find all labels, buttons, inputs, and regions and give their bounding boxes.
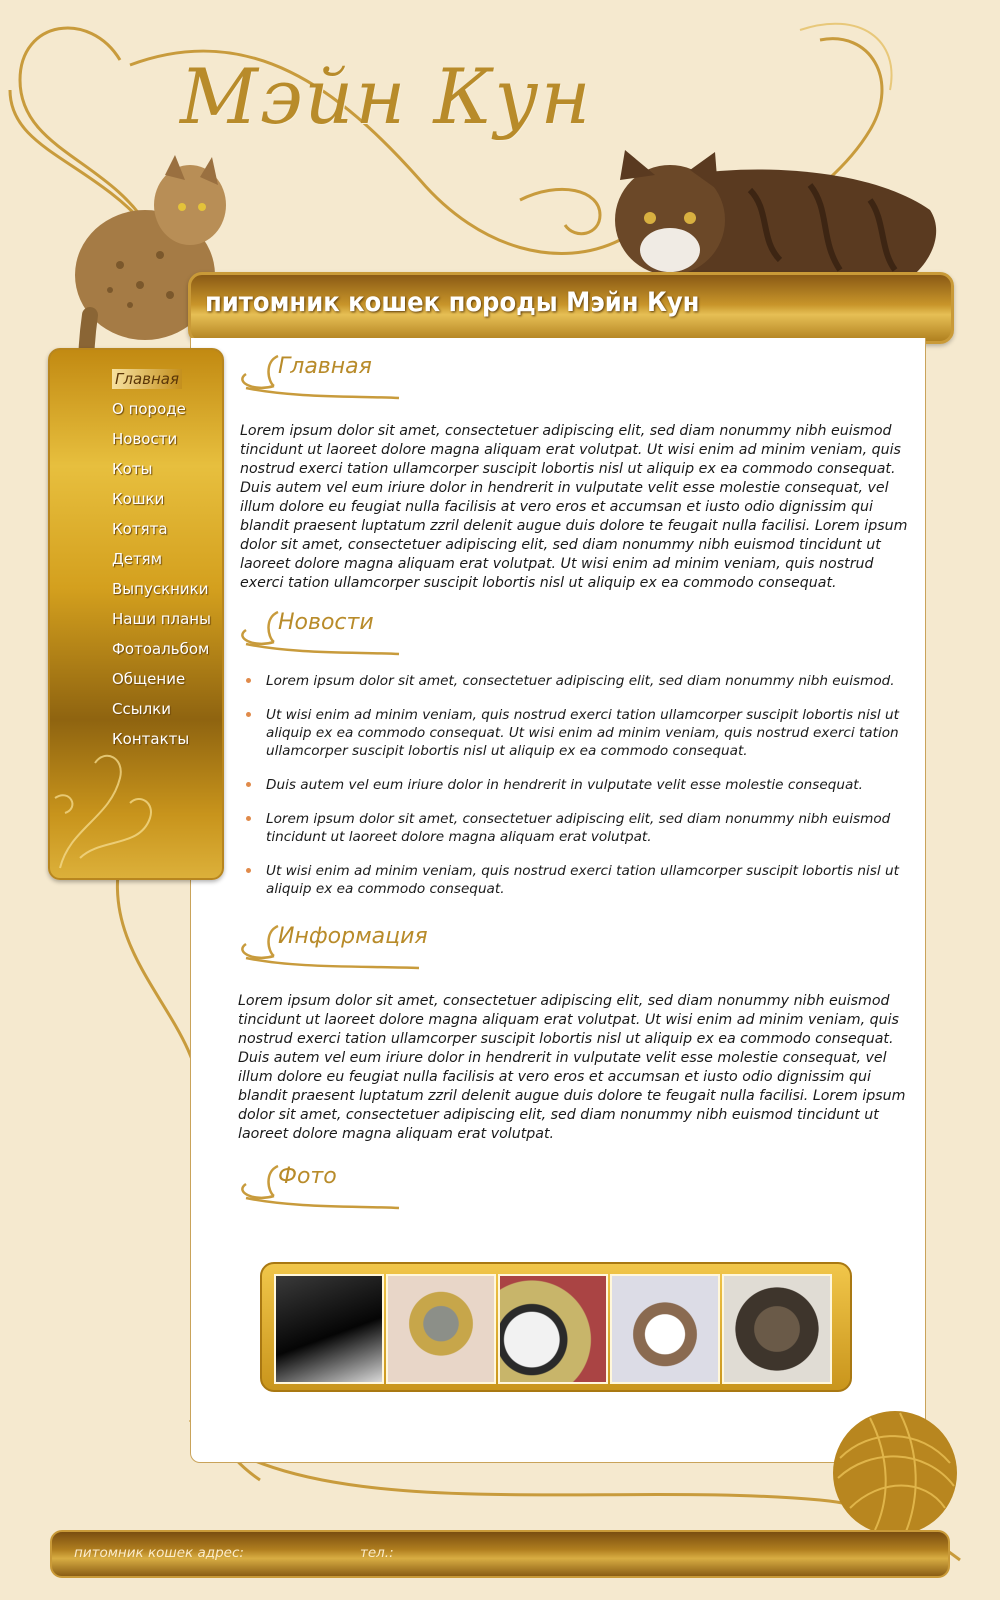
news-item: Lorem ipsum dolor sit amet, consectetuer adipiscing elit, sed diam nonummy nibh euismod. xyxy=(246,672,916,690)
news-item: Ut wisi enim ad minim veniam, quis nostrud exerci tation ullamcorper suscipit lobortis nisl ut aliquip ex ea commodo consequat. xyxy=(246,862,916,898)
news-item: Lorem ipsum dolor sit amet, consectetuer adipiscing elit, sed diam nonummy nibh euismod tincidunt ut laoreet dolore magna aliquam erat volutpat. xyxy=(246,810,916,846)
info-text: Lorem ipsum dolor sit amet, consectetuer adipiscing elit, sed diam nonummy nibh euismod tincidunt ut laoreet dolore magna aliquam erat volutpat. Ut wisi enim ad minim veniam, quis nostrud exerci tation ullamcorper suscipit lobortis nisl ut aliquip ex ea commodo consequat. Duis autem vel eum iriure dolor in hendrerit in vulputate velit esse molestie consequat, vel illum dolore eu feugiat nulla facilisis at vero eros et accumsan et iusto odio dignissim qui blandit praesent luptatum zzril delenit augue duis dolore te feugait nulla facilisi. Lorem ipsum dolor sit amet, consectetuer adipiscing elit, sed diam nonummy nibh euismod tincidunt ut laoreet dolore magna aliquam erat volutpat. xyxy=(238,993,906,1142)
site-footer xyxy=(50,1530,950,1578)
photo-thumbnail[interactable] xyxy=(722,1274,832,1384)
main-text: Lorem ipsum dolor sit amet, consectetuer adipiscing elit, sed diam nonummy nibh euismod tincidunt ut laoreet dolore magna aliquam erat volutpat. Ut wisi enim ad minim veniam, quis nostrud exerci tation ullamcorper suscipit lobortis nisl ut aliquip ex ea commodo consequat. Duis autem vel eum iriure dolor in hendrerit in vulputate velit esse molestie consequat, vel illum dolore eu feugiat nulla facilisis at vero eros et accumsan et iusto odio dignissim qui blandit praesent luptatum zzril delenit augue duis dolore te feugait nulla facilisi. Lorem ipsum dolor sit amet, consectetuer adipiscing elit, sed diam nonummy nibh euismod tincidunt ut laoreet dolore magna aliquam erat volutpat. Ut wisi enim ad minim veniam, quis nostrud exerci tation ullamcorper suscipit lobortis nisl ut aliquip ex ea commodo consequat. xyxy=(240,423,908,591)
section-heading-news xyxy=(234,608,414,652)
sidebar-item-graduates[interactable]: Выпускники xyxy=(112,580,209,598)
footer-address-label: питомник кошек адрес: xyxy=(74,1545,244,1561)
sidebar-item-kittens[interactable]: Котята xyxy=(112,520,168,538)
section-heading-info xyxy=(234,922,428,966)
sidebar-item-forum[interactable]: Общение xyxy=(112,670,186,688)
photo-thumbnail[interactable] xyxy=(610,1274,720,1384)
sidebar-item-links[interactable]: Ссылки xyxy=(112,700,171,718)
site-logo[interactable]: Мэйн Кун xyxy=(180,52,593,141)
sidebar-item-children[interactable]: Детям xyxy=(112,550,163,568)
sidebar-ornament xyxy=(50,738,222,878)
sidebar-item-females[interactable]: Кошки xyxy=(112,490,165,508)
sidebar-item-photo-album[interactable]: Фотоальбом xyxy=(112,640,210,658)
news-list xyxy=(246,672,916,914)
sidebar-item-plans[interactable]: Наши планы xyxy=(112,610,211,628)
sidebar-item-about[interactable]: О породе xyxy=(112,400,186,418)
photo-gallery xyxy=(260,1262,852,1392)
sidebar-item-main[interactable]: Главная xyxy=(112,364,222,394)
sidebar-item-contacts[interactable]: Контакты xyxy=(112,730,190,748)
section-heading-main xyxy=(234,352,414,396)
banner-title: питомник кошек породы Мэйн Кун xyxy=(205,287,700,318)
photo-thumbnail[interactable] xyxy=(386,1274,496,1384)
news-item: Ut wisi enim ad minim veniam, quis nostrud exerci tation ullamcorper suscipit lobortis nisl ut aliquip ex ea commodo consequat. Ut wisi enim ad minim veniam, quis nostrud exerci tation ullamcorper suscipit lobortis nisl ut aliquip ex ea commodo consequat. xyxy=(246,706,916,760)
section-title-info: Информация xyxy=(278,924,428,949)
sidebar-nav xyxy=(48,348,224,880)
sidebar-item-news[interactable]: Новости xyxy=(112,430,178,448)
section-heading-photo xyxy=(234,1162,414,1206)
section-title-photo: Фото xyxy=(278,1164,337,1189)
section-title-main: Главная xyxy=(278,354,372,379)
news-item: Duis autem vel eum iriure dolor in hendrerit in vulputate velit esse molestie consequat. xyxy=(246,776,916,794)
sidebar-item-males[interactable]: Коты xyxy=(112,460,153,478)
site-banner xyxy=(188,272,954,344)
footer-phone-label: тел.: xyxy=(360,1545,394,1561)
photo-thumbnail[interactable] xyxy=(274,1274,384,1384)
photo-thumbnail[interactable] xyxy=(498,1274,608,1384)
yarn-ball-image xyxy=(830,1408,960,1538)
section-title-news: Новости xyxy=(278,610,374,635)
